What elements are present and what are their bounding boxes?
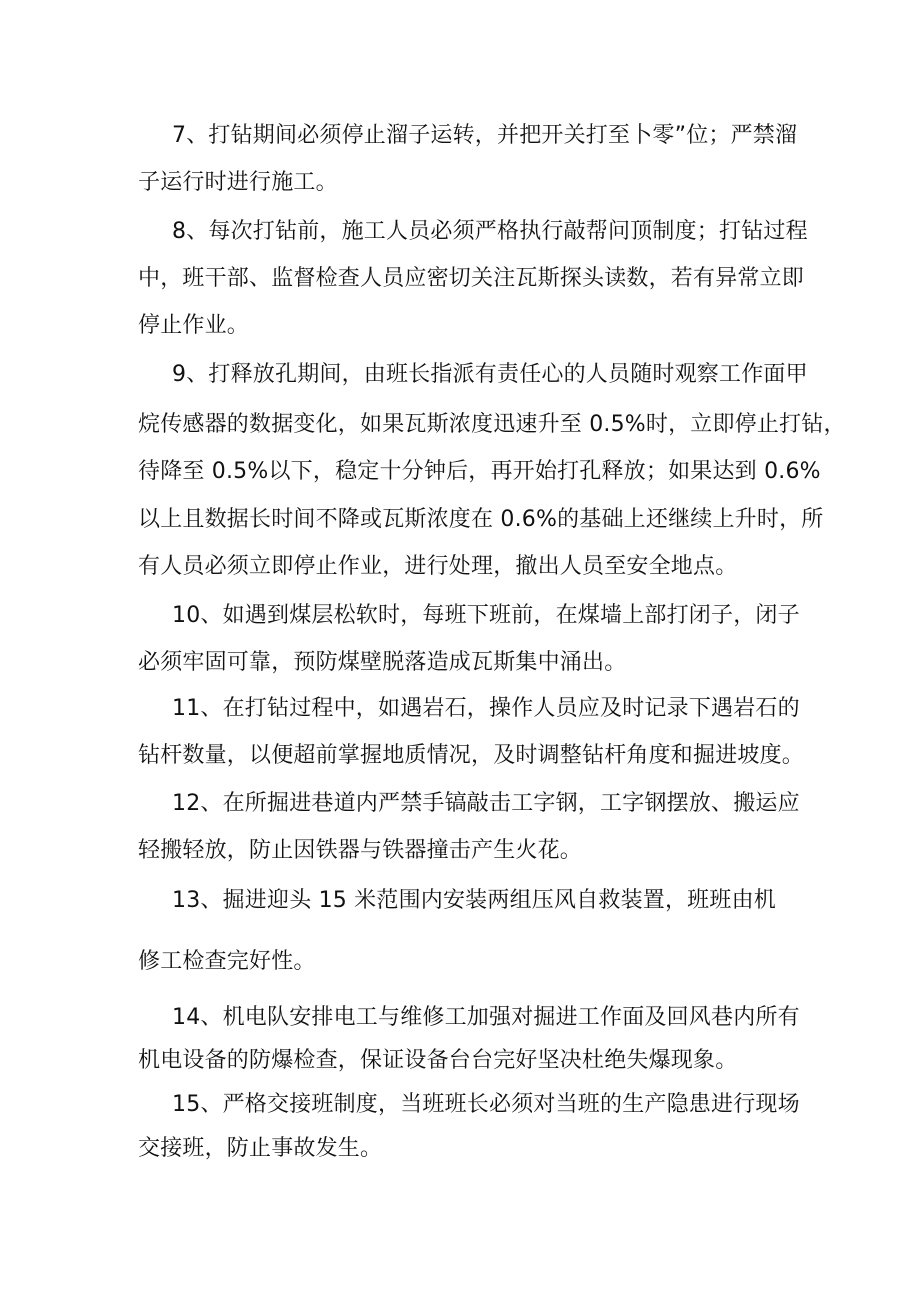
paragraph-14-line-2: 机电设备的防爆检查，保证设备台台完好坚决杜绝失爆现象。 bbox=[138, 1048, 738, 1073]
paragraph-8-line-1: 8、每次打钻前，施工人员必须严格执行敲帮问顶制度；打钻过程 bbox=[172, 219, 808, 244]
paragraph-14-line-1: 14、机电队安排电工与维修工加强对掘进工作面及回风巷内所有 bbox=[172, 1005, 800, 1030]
paragraph-10-line-1: 10、如遇到煤层松软时，每班下班前，在煤墙上部打闭子，闭子 bbox=[172, 603, 800, 628]
paragraph-10-line-2: 必须牢固可靠，预防煤壁脱落造成瓦斯集中涌出。 bbox=[138, 650, 627, 675]
paragraph-11-line-2: 钻杆数量，以便超前掌握地质情况，及时调整钻杆角度和掘进坡度。 bbox=[138, 743, 805, 768]
paragraph-15-line-1: 15、严格交接班制度，当班班长必须对当班的生产隐患进行现场 bbox=[172, 1092, 800, 1117]
paragraph-9-line-3: 待降至 0.5%以下，稳定十分钟后，再开始打孔释放；如果达到 0.6% bbox=[138, 459, 821, 484]
paragraph-9-line-2: 烷传感器的数据变化，如果瓦斯浓度迅速升至 0.5%时，立即停止打钻， bbox=[138, 412, 846, 437]
paragraph-11-line-1: 11、在打钻过程中，如遇岩石，操作人员应及时记录下遇岩石的 bbox=[172, 696, 800, 721]
paragraph-8-line-3: 停止作业。 bbox=[138, 313, 250, 338]
paragraph-7-line-2: 子运行时进行施工。 bbox=[138, 170, 338, 195]
paragraph-12-line-2: 轻搬轻放，防止因铁器与铁器撞击产生火花。 bbox=[138, 838, 583, 863]
paragraph-13-line-1: 13、掘进迎头 15 米范围内安装两组压风自救装置，班班由机 bbox=[172, 888, 776, 913]
paragraph-9-line-4: 以上且数据长时间不降或瓦斯浓度在 0.6%的基础上还继续上升时，所 bbox=[138, 507, 824, 532]
paragraph-9-line-1: 9、打释放孔期间，由班长指派有责任心的人员随时观察工作面甲 bbox=[172, 362, 808, 387]
paragraph-15-line-2: 交接班，防止事故发生。 bbox=[138, 1136, 383, 1161]
paragraph-9-line-5: 有人员必须立即停止作业，进行处理，撤出人员至安全地点。 bbox=[138, 554, 738, 579]
paragraph-12-line-1: 12、在所掘进巷道内严禁手镐敲击工字钢，工字钢摆放、搬运应 bbox=[172, 791, 800, 816]
paragraph-8-line-2: 中，班干部、监督检查人员应密切关注瓦斯探头读数，若有异常立即 bbox=[138, 266, 805, 291]
paragraph-13-line-2: 修工检查完好性。 bbox=[138, 949, 316, 974]
paragraph-7-line-1: 7、打钻期间必须停止溜子运转，并把开关打至卜零”位；严禁溜 bbox=[172, 123, 798, 148]
